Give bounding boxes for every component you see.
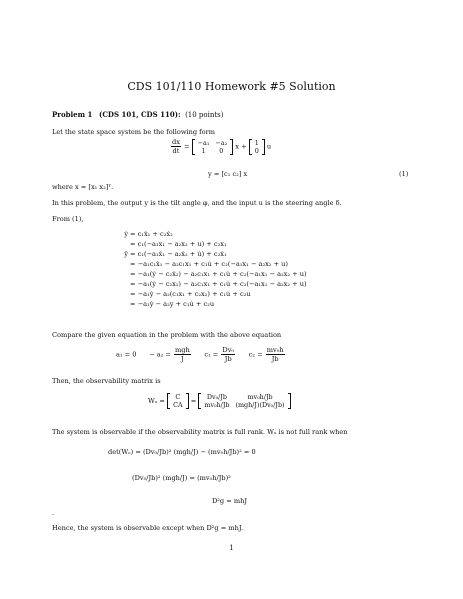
c1-fraction — [221, 346, 235, 363]
a-matrix-cell: −a₂ — [215, 138, 228, 147]
derivation-rhs: = c₁(−a₁x₁ − a₂x₂ + u) + c₂x₁ — [130, 240, 227, 248]
compare-text: Compare the given equation in the problem with the above equation — [52, 331, 282, 339]
observability-matrix — [148, 393, 291, 409]
derivation-rhs: = −a₁c₁ẋ₁ − a₂c₁x₁ + c₁u̇ + c₂(−a₁x₁ − a₂x₂ + u) — [130, 260, 288, 268]
obs-right-cell: mv₀h/Jb — [204, 401, 230, 409]
equation-number: (1) — [399, 170, 409, 178]
derivation-lhs: ẏ — [124, 230, 128, 238]
a2-lhs: − a₂ = — [149, 350, 171, 359]
where-text: where x = [x₁ x₂]ᵀ. — [52, 183, 114, 191]
state-end: u — [266, 142, 272, 151]
coefficient-comparison — [116, 346, 286, 363]
derivation-rhs: = −a₁ẏ − a₂y + c₁u̇ + c₂u — [130, 300, 215, 308]
c2-lhs: c₂ = — [248, 350, 263, 359]
derivation-rhs: = c₁(−a₁ẋ₁ − a₂ẋ₂ + u̇) + c₂ẋ₁ — [130, 250, 227, 258]
a-matrix-cell: 0 — [219, 146, 224, 155]
c1-numerator: Dv₀ — [222, 346, 235, 354]
problem-course: (CDS 101, CDS 110): — [99, 110, 181, 119]
obs-right-cell: (mgh/J)(Dv₀/Jb) — [235, 401, 285, 409]
state-mid: x + — [235, 142, 247, 151]
obs-left-cell: C — [175, 393, 181, 401]
obs-right-matrix — [198, 393, 290, 409]
determinant-equation-2: (Dv₀/Jb)² (mgh/J) = (mv₀h/Jb)² — [132, 474, 231, 482]
problem-points: (10 points) — [185, 111, 224, 119]
a-matrix — [192, 139, 233, 155]
dot-text: . — [52, 509, 55, 517]
problem-heading — [52, 110, 224, 119]
obs-right-cell: Dv₀/Jb — [206, 393, 227, 401]
observable-text: The system is observable if the observability matrix is full rank. Wₒ is not full rank when — [52, 428, 348, 436]
determinant-equation: det(Wₒ) = (Dv₀/Jb)² (mgh/J) − (mv₀h/Jb)² = 0 — [108, 448, 256, 456]
c2-fraction — [266, 346, 285, 363]
a1-value: a₁ = 0 — [116, 350, 137, 359]
document-title: CDS 101/110 Homework #5 Solution — [127, 80, 336, 93]
dt-denominator: dt — [172, 147, 180, 155]
obs-equals: = — [190, 397, 197, 405]
c1-lhs: c₁ = — [204, 350, 219, 359]
obs-left-cell: CA — [173, 401, 183, 409]
c2-numerator: mv₀h — [266, 346, 284, 354]
output-equation: y = [c₁ c₂] x — [208, 170, 248, 178]
final-condition: D²g = mhJ — [212, 497, 248, 505]
derivation-lhs: ÿ — [124, 250, 128, 258]
a2-denominator: J — [181, 355, 184, 363]
problem-label: Problem 1 — [52, 110, 93, 119]
dx-numerator: dx — [172, 138, 180, 146]
derivative-fraction — [171, 138, 181, 155]
obs-left-matrix — [167, 393, 189, 409]
page-number: 1 — [229, 544, 234, 552]
b-matrix-cell: 1 — [254, 138, 259, 147]
then-text: Then, the observability matrix is — [52, 377, 161, 385]
a2-fraction — [174, 346, 191, 363]
derivation-rhs: = −a₁ẏ − a₂(c₁x₁ + c₂x₂) + c₁u̇ + c₂u — [130, 290, 251, 298]
derivation-rhs: = c₁ẋ₁ + c₂ẋ₂ — [130, 230, 173, 238]
a2-numerator: mgh — [175, 346, 190, 354]
hence-text: Hence, the system is observable except when D²g = mhJ. — [52, 524, 244, 532]
obs-lhs: Wₒ = — [148, 397, 165, 405]
tilt-text: In this problem, the output y is the tilt angle φ, and the input u is the steering angle δ. — [52, 199, 342, 207]
derivation-rhs: = −a₁(ẏ − c₂x₁) − a₂c₁x₁ + c₁u̇ + c₂(−a₁x₁ − a₂x₂ + u) — [130, 280, 307, 288]
b-matrix-cell: 0 — [254, 146, 259, 155]
derivation-rhs: = −a₁(ẏ − c₂ẋ₂) − a₂c₁x₁ + c₁u̇ + c₂(−a₁x₁ − a₂x₂ + u) — [130, 270, 307, 278]
state-equation: $\frac{dx}{dt}$ = −a₁ −a₂ 1 0 x + 1 0 u — [172, 138, 272, 155]
intro-text: Let the state space system be the following form — [52, 128, 215, 136]
a-matrix-cell: 1 — [201, 146, 206, 155]
c2-denominator: Jb — [271, 355, 279, 363]
from-text: From (1), — [52, 215, 84, 223]
a-matrix-cell: −a₁ — [197, 138, 210, 147]
obs-right-cell: mv₀h/Jb — [247, 393, 273, 401]
c1-denominator: Jb — [224, 355, 232, 363]
b-matrix — [249, 139, 265, 155]
